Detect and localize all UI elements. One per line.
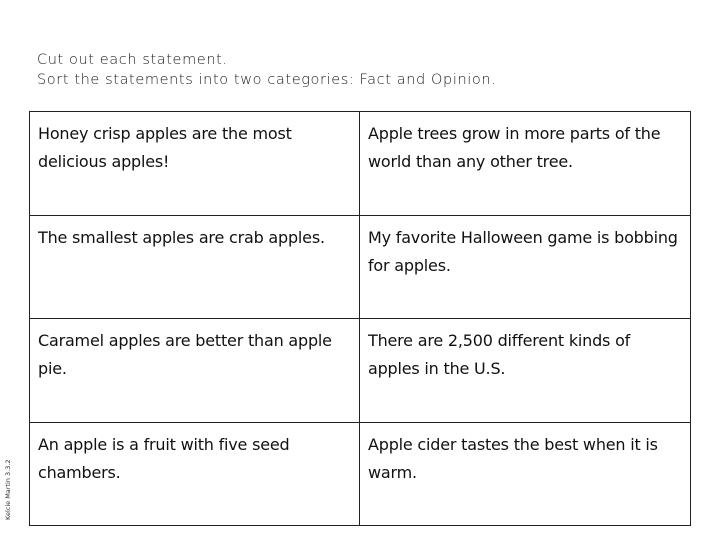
instructions: [37, 50, 677, 90]
statement-card: Apple cider tastes the best when it is warm.: [360, 422, 691, 526]
instruction-line-cut: Cut out each statement.: [37, 52, 228, 68]
instruction-line-sort: Sort the statements into two categories: Fact and Opinion.: [37, 72, 497, 88]
card-row: [30, 112, 691, 216]
statement-card: An apple is a fruit with five seed chambers.: [30, 422, 360, 526]
card-row: [30, 422, 691, 526]
statement-card: The smallest apples are crab apples.: [30, 215, 360, 319]
card-row: [30, 215, 691, 319]
statement-card: My favorite Halloween game is bobbing for apples.: [360, 215, 691, 319]
statement-card-grid: [29, 111, 691, 526]
statement-card: There are 2,500 different kinds of apples in the U.S.: [360, 319, 691, 423]
card-row: [30, 319, 691, 423]
statement-card: Caramel apples are better than apple pie.: [30, 319, 360, 423]
statement-card: Honey crisp apples are the most delicious apples!: [30, 112, 360, 216]
statement-card: Apple trees grow in more parts of the world than any other tree.: [360, 112, 691, 216]
author-credit: Kelcie Martin 3.3.2: [4, 459, 12, 520]
